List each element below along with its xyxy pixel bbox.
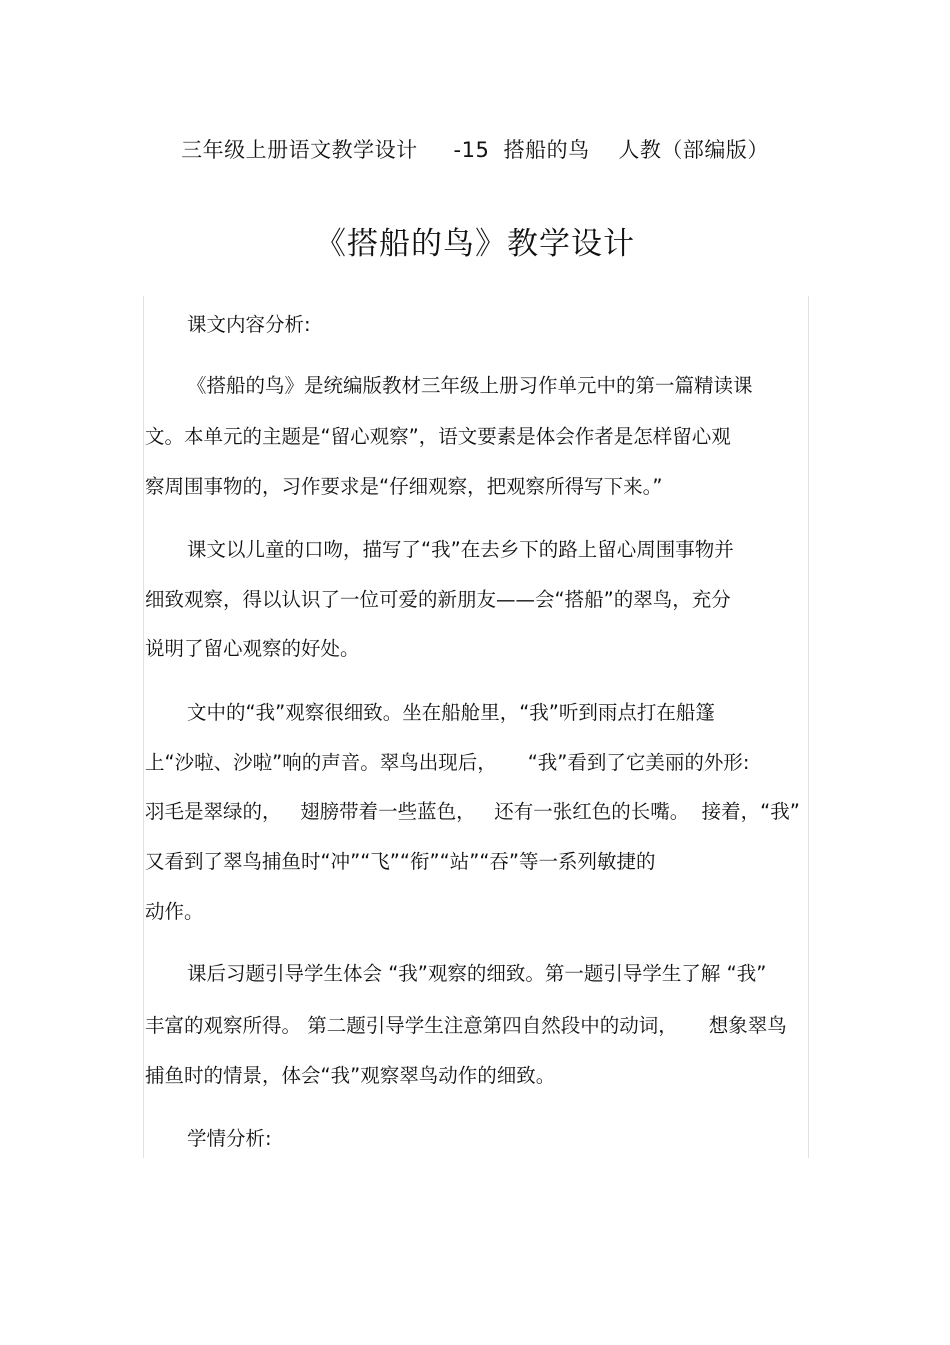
paragraph-line: 动作。: [145, 900, 204, 923]
paragraph-line: 捕鱼时的情景，体会“我”观察翠鸟动作的细致。: [145, 1064, 556, 1087]
paragraph-line: 《搭船的鸟》是统编版教材三年级上册习作单元中的第一篇精读课: [187, 374, 753, 397]
paragraph-line: 课文以儿童的口吻，描写了“我”在去乡下的路上留心周围事物并: [187, 538, 734, 561]
section-heading-student-analysis: 学情分析:: [187, 1127, 272, 1150]
paragraph-line: 羽毛是翠绿的， 翅膀带着一些蓝色， 还有一张红色的长嘴。 接着，“我”: [145, 800, 800, 823]
paragraph-line: 丰富的观察所得。 第二题引导学生注意第四自然段中的动词， 想象翠鸟: [145, 1014, 787, 1037]
paragraph-line: 察周围事物的，习作要求是“仔细观察，把观察所得写下来。”: [145, 475, 663, 498]
paragraph-line: 细致观察，得以认识了一位可爱的新朋友——会“搭船”的翠鸟，充分: [145, 588, 731, 611]
document-title: 《搭船的鸟》教学设计: [315, 226, 635, 262]
section-heading-text-analysis: 课文内容分析:: [187, 313, 311, 336]
paragraph-line: 上“沙啦、沙啦”响的声音。翠鸟出现后， “我”看到了它美丽的外形:: [145, 751, 750, 774]
paragraph-line: 课后习题引导学生体会 “我”观察的细致。第一题引导学生了解 “我”: [187, 962, 767, 985]
paragraph-line: 文中的“我”观察很细致。坐在船舱里，“我”听到雨点打在船篷: [187, 701, 715, 724]
paragraph-line: 文。本单元的主题是“留心观察”，语文要素是体会作者是怎样留心观: [145, 425, 731, 448]
paragraph-line: 又看到了翠鸟捕鱼时“冲”“飞”“衔”“站”“吞”等一系列敏捷的: [145, 850, 656, 873]
document-header: 三年级上册语文教学设计 -15 搭船的鸟 人教（部编版）: [181, 138, 769, 162]
paragraph-line: 说明了留心观察的好处。: [145, 637, 360, 660]
